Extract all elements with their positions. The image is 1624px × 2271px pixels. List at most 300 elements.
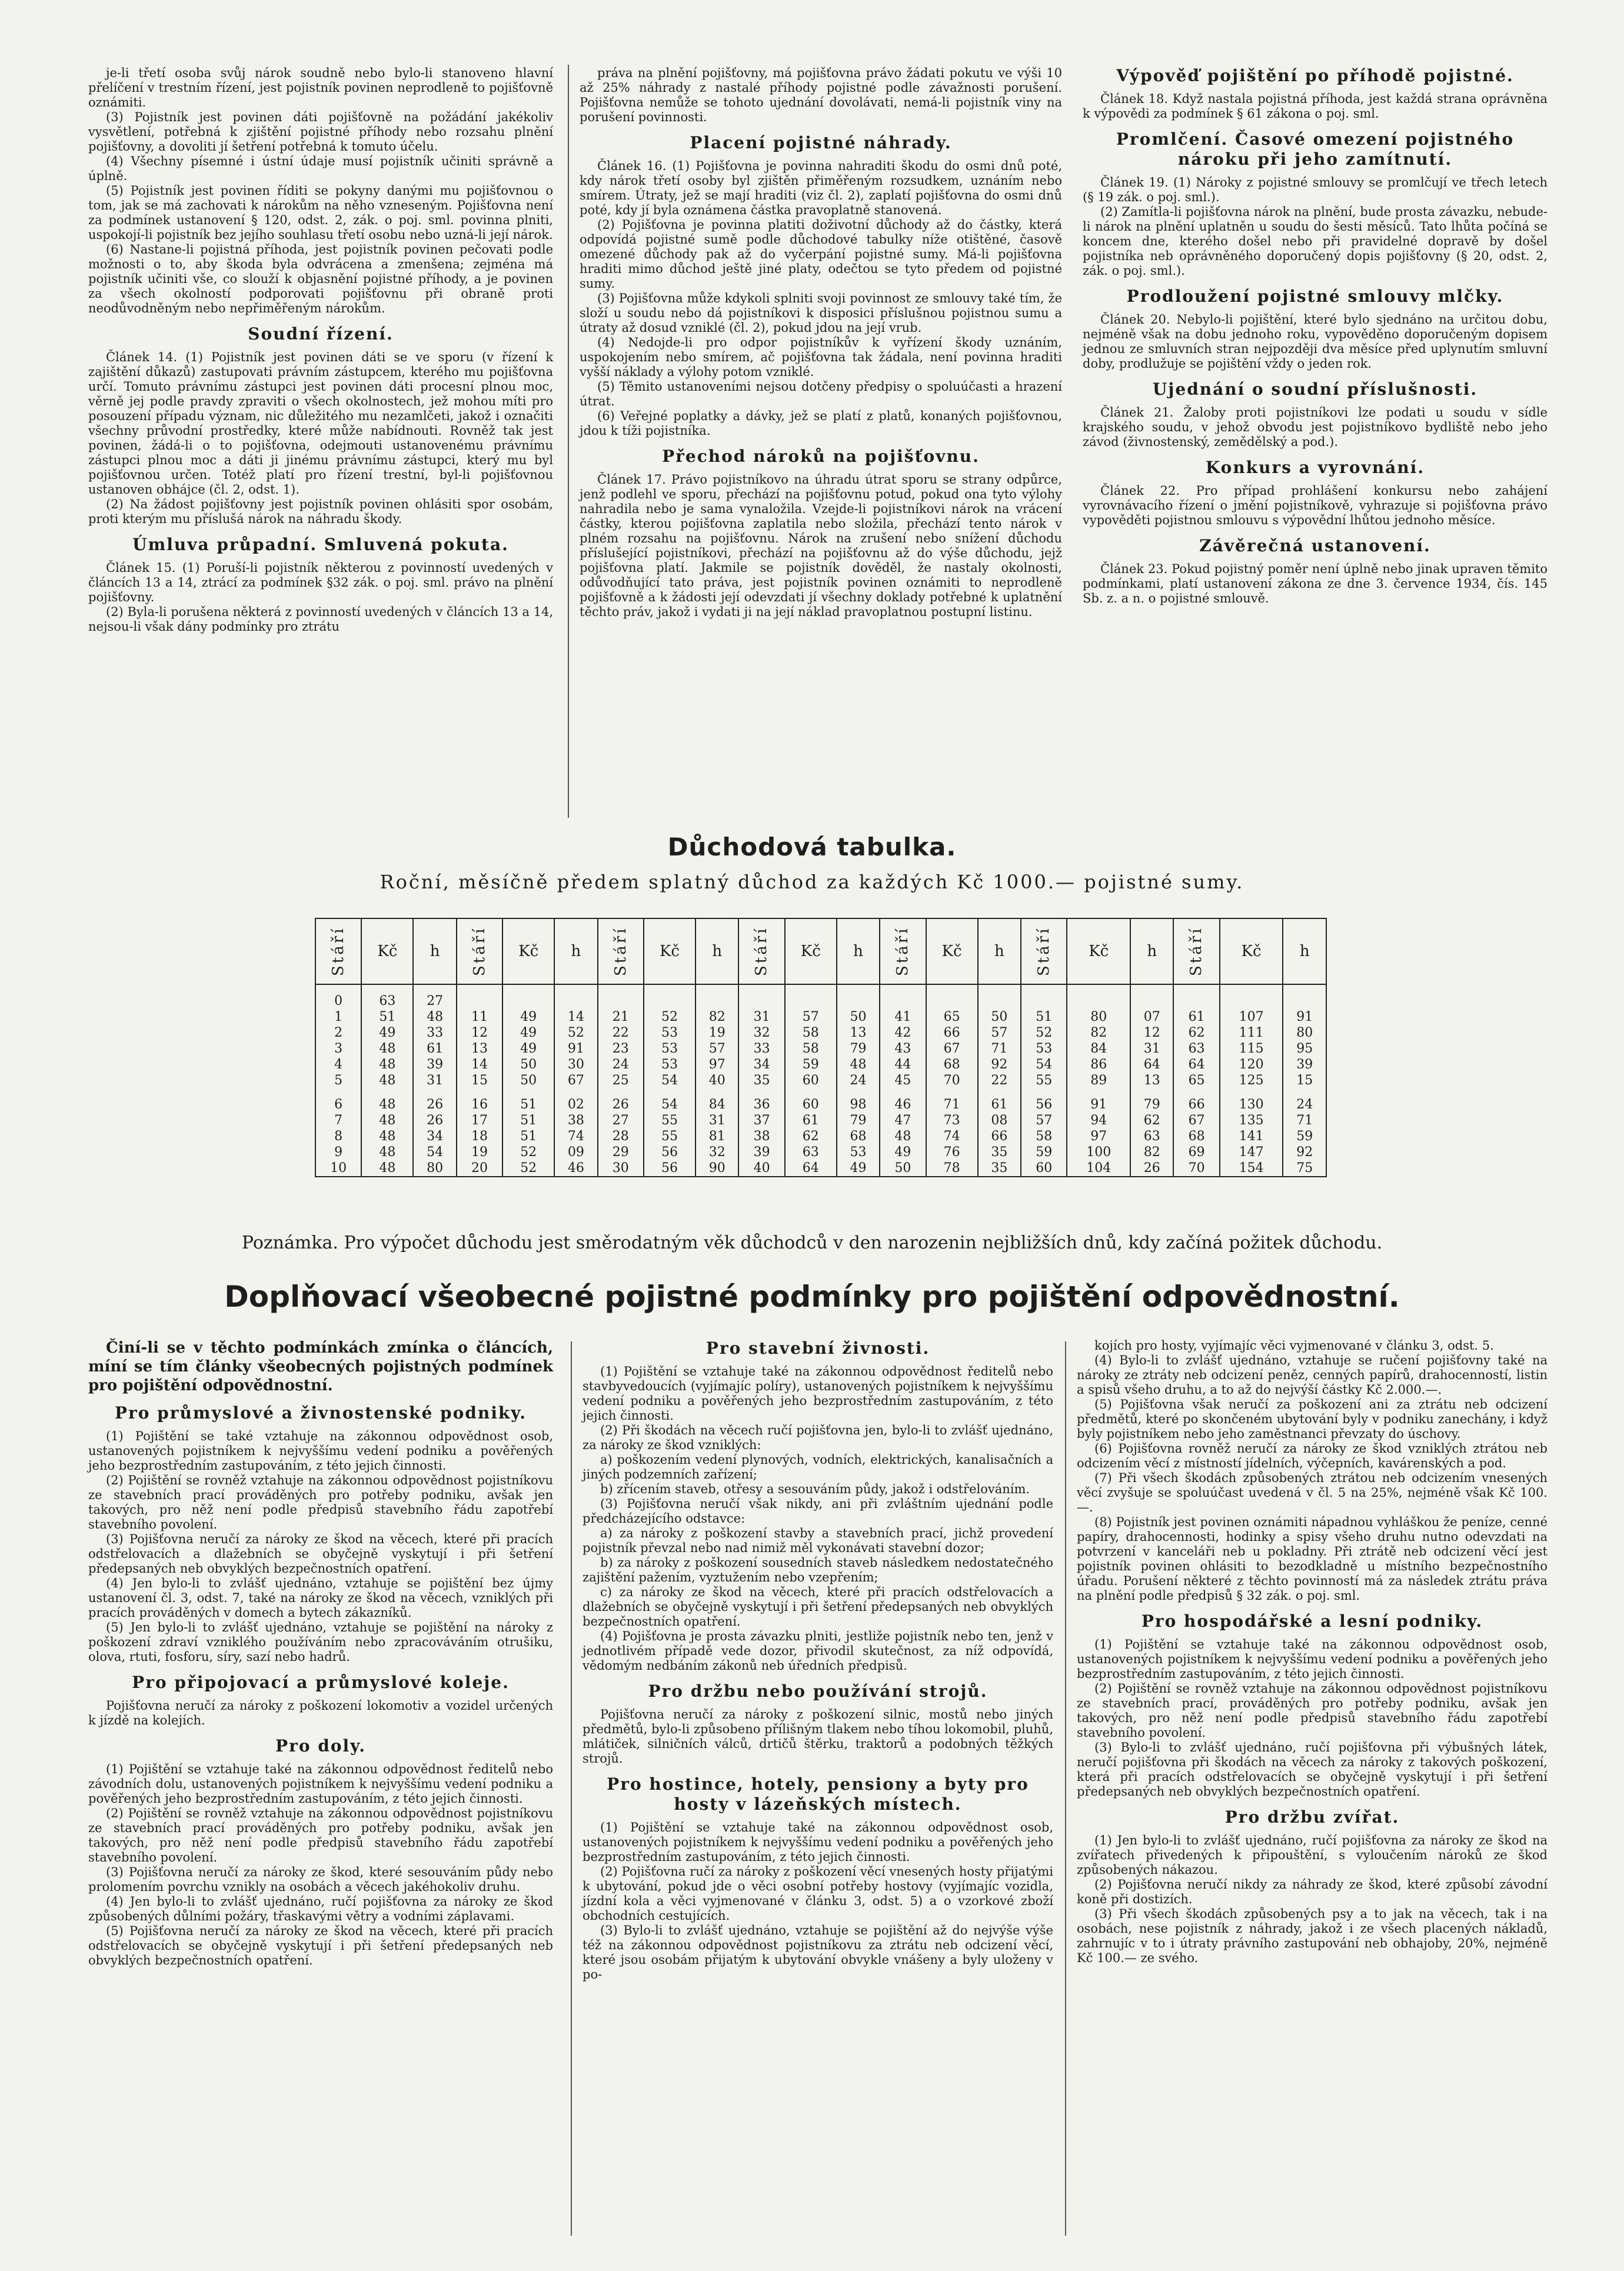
table-cell — [502, 984, 554, 1009]
table-header-cell: h — [413, 918, 456, 984]
table-cell: 62 — [1173, 1025, 1219, 1041]
table-cell: 92 — [978, 1057, 1021, 1073]
table-cell — [1067, 984, 1130, 1009]
table-cell: 78 — [926, 1160, 978, 1177]
table-cell: 56 — [644, 1144, 695, 1160]
paragraph: (6) Veřejné poplatky a dávky, jež se platí z platů, konaných pojišťovnou, jdou k tíži pojistníka. — [580, 409, 1062, 438]
table-cell: 14 — [457, 1057, 502, 1073]
paragraph: (5) Pojišťovna neručí za nároky ze škod na věcech, které při pracích odstřelovacích se obyčejně vyskytují i při šetření předepsaných neb obvyklých bezpečnostních opatření. — [88, 1924, 553, 1967]
table-cell: 6 — [315, 1097, 361, 1113]
table-cell: 100 — [1067, 1144, 1130, 1160]
table-cell: 120 — [1220, 1057, 1283, 1073]
table-cell: 76 — [926, 1144, 978, 1160]
table-cell: 55 — [1021, 1073, 1067, 1088]
table-cell: 64 — [1130, 1057, 1173, 1073]
table-cell: 22 — [598, 1025, 644, 1041]
table-cell: 53 — [644, 1025, 695, 1041]
table-cell: 52 — [554, 1025, 597, 1041]
table-cell: 64 — [785, 1160, 837, 1177]
table-cell: 67 — [926, 1041, 978, 1057]
table-cell: 67 — [1173, 1113, 1219, 1128]
table-cell: 1 — [315, 1009, 361, 1025]
table-cell: 50 — [978, 1009, 1021, 1025]
table-cell: 67 — [554, 1073, 597, 1088]
table-row — [315, 1128, 1326, 1144]
table-cell: 62 — [785, 1128, 837, 1144]
table-cell: 54 — [644, 1073, 695, 1088]
table-cell: 49 — [502, 1041, 554, 1057]
table-cell: 35 — [738, 1073, 784, 1088]
paragraph: Pojišťovna neručí za nároky z poškození silnic, mostů nebo jiných předmětů, bylo-li způsobeno přílišným tlakem nebo tíhou lokomobil, pluhů, mlátiček, silničních válců, drtičů štěrku, traktorů a podobných těžkých strojů. — [583, 1707, 1053, 1766]
table-cell: 30 — [598, 1160, 644, 1177]
table-cell: 7 — [315, 1113, 361, 1128]
paragraph: (1) Pojištění se vztahuje také na zákonnou odpovědnost ředitelů nebo závodních dolu, ustanovených pojistníkem k nejvyššímu vedení podniku a pověřených jeho bezprostředním zastupováním, z této jejich činnosti. — [88, 1762, 553, 1806]
table-cell: 63 — [785, 1144, 837, 1160]
table-cell: 61 — [785, 1113, 837, 1128]
table-cell: 13 — [837, 1025, 880, 1041]
paragraph: Článek 16. (1) Pojišťovna je povinna nahraditi škodu do osmi dnů poté, kdy nárok třetí osoby byl zjištěn přiměřeným rozsudkem, uznáním nebo smírem. Útraty, jež se mají hraditi (viz čl. 2), zaplatí pojišťovna do osmi dnů poté, kdy jí byla oznámena částka pravoplatně stanovená. — [580, 159, 1062, 217]
paragraph: (1) Pojištění se vztahuje také na zákonnou odpovědnost osob, ustanovených pojistníkem k nejvyššímu vedení podniku a pověřených jeho bezprostředním zastupováním, z této jejich činnosti. — [583, 1820, 1053, 1864]
table-cell: 33 — [413, 1025, 456, 1041]
table-cell: 60 — [785, 1073, 837, 1088]
table-cell: 135 — [1220, 1113, 1283, 1128]
table-header-cell: h — [1283, 918, 1326, 984]
table-header-cell: Stáří — [598, 918, 644, 984]
table-header-cell: Kč — [1067, 918, 1130, 984]
table-cell: 92 — [1283, 1144, 1326, 1160]
bottom-column-1 — [88, 1338, 553, 1968]
table-cell: 63 — [1130, 1128, 1173, 1144]
table-cell: 107 — [1220, 1009, 1283, 1025]
table-cell: 57 — [785, 1009, 837, 1025]
table-cell: 23 — [598, 1041, 644, 1057]
table-cell: 61 — [978, 1097, 1021, 1113]
table-cell: 68 — [837, 1128, 880, 1144]
paragraph: (3) Pojišťovna neručí však nikdy, ani při zvláštním ujednání podle předcházejícího odstavce: — [583, 1497, 1053, 1526]
table-cell: 97 — [1067, 1128, 1130, 1144]
table-cell — [598, 984, 644, 1009]
table-cell: 44 — [880, 1057, 926, 1073]
table-cell: 37 — [738, 1113, 784, 1128]
table-cell: 68 — [926, 1057, 978, 1073]
table-cell: 98 — [837, 1097, 880, 1113]
table-cell: 39 — [738, 1144, 784, 1160]
table-row — [315, 984, 1326, 1009]
annuity-table-title: Důchodová tabulka. — [667, 833, 957, 861]
section-heading: Promlčení. Časové omezení pojistného nároku při jeho zamítnutí. — [1116, 129, 1515, 169]
table-cell: 74 — [926, 1128, 978, 1144]
paragraph: (1) Pojištění se vztahuje také na zákonnou odpovědnost osob, ustanovených pojistníkem k nejvyššímu vedení podniku a pověřených jeho bezprostředním zastupováním, z této jejich činnosti. — [1077, 1637, 1548, 1681]
supplementary-conditions-title: Doplňovací všeobecné pojistné podmínky pro pojištění odpovědnostní. — [224, 1280, 1400, 1314]
table-cell: 25 — [598, 1073, 644, 1088]
table-cell: 29 — [598, 1144, 644, 1160]
table-cell: 38 — [738, 1128, 784, 1144]
section-heading: Závěrečná ustanovení. — [1199, 536, 1431, 555]
table-cell: 5 — [315, 1073, 361, 1088]
table-cell: 49 — [880, 1144, 926, 1160]
table-cell: 84 — [1067, 1041, 1130, 1057]
table-cell: 34 — [738, 1057, 784, 1073]
table-cell: 48 — [837, 1057, 880, 1073]
paragraph: Článek 14. (1) Pojistník jest povinen dáti se ve sporu (v řízení k zajištění důkazů) zastupovati právním zástupcem, kterého mu pojišťovna určí. Tomuto právnímu zástupci jest povinen dáti procesní plnou moc, věrně jej podle pravdy zpraviti o všech okolnostech, jež mohou míti pro posouzení případu význam, nic důležitého mu nezamlčeti, jakož i označiti všechny průvodní prostředky, které může nabídnouti. Rovněž tak jest povinen, žádá-li o to pojišťovna, odejmouti ustanovenému právnímu zástupci plnou moc a dáti ji jinému právnímu zástupci, který mu byl pojišťovnou určen. Totéž platí pro řízení trestní, byl-li pojišťovnou ustanoven obhájce (čl. 2, odst. 1). — [88, 350, 553, 497]
table-cell: 13 — [457, 1041, 502, 1057]
table-cell: 40 — [695, 1073, 738, 1088]
table-cell: 59 — [1283, 1128, 1326, 1144]
table-cell — [785, 984, 837, 1009]
table-cell: 52 — [502, 1144, 554, 1160]
section-heading: Výpověď pojištění po příhodě pojistné. — [1116, 66, 1514, 85]
table-cell: 74 — [554, 1128, 597, 1144]
table-header-cell: h — [695, 918, 738, 984]
table-cell: 54 — [1021, 1057, 1067, 1073]
table-cell: 26 — [413, 1113, 456, 1128]
paragraph: Pojišťovna neručí za nároky z poškození lokomotiv a vozidel určených k jízdě na kolejích. — [88, 1699, 553, 1727]
table-cell: 10 — [315, 1160, 361, 1177]
table-cell: 75 — [1283, 1160, 1326, 1177]
table-cell: 41 — [880, 1009, 926, 1025]
table-cell: 49 — [502, 1025, 554, 1041]
table-header-cell: Kč — [926, 918, 978, 984]
table-cell: 48 — [880, 1128, 926, 1144]
table-cell: 130 — [1220, 1097, 1283, 1113]
table-cell: 91 — [554, 1041, 597, 1057]
paragraph: (4) Nedojde-li pro odpor pojistníkův k vyřízení škody uznáním, uspokojením nebo smírem, ač pojišťovna tak žádala, není povinna hraditi vyšší náklady a výlohy potom vzniklé. — [580, 335, 1062, 379]
table-header-cell: h — [978, 918, 1021, 984]
section-heading: Soudní řízení. — [248, 324, 394, 344]
table-cell: 4 — [315, 1057, 361, 1073]
paragraph: c) za nároky ze škod na věcech, které při pracích odstřelovacích a dlažebních se obyčejně vyskytují i při šetření předepsaných neb obvyklých bezpečnostních opatření. — [583, 1585, 1053, 1629]
table-cell: 147 — [1220, 1144, 1283, 1160]
table-cell — [926, 984, 978, 1009]
table-cell: 32 — [738, 1025, 784, 1041]
table-cell: 49 — [837, 1160, 880, 1177]
table-cell: 35 — [978, 1160, 1021, 1177]
table-cell — [880, 984, 926, 1009]
table-cell: 60 — [785, 1097, 837, 1113]
paragraph: (2) Pojištění se rovněž vztahuje na zákonnou odpovědnost pojistníkovu ze stavebních prací prováděných pro potřeby podniku, avšak jen takových, pro něž není podle předpisů stavebního řádu zapotřebí stavebního povolení. — [88, 1806, 553, 1864]
table-cell: 65 — [1173, 1073, 1219, 1088]
table-cell: 94 — [1067, 1113, 1130, 1128]
table-cell: 24 — [1283, 1097, 1326, 1113]
table-cell: 16 — [457, 1097, 502, 1113]
table-cell: 48 — [413, 1009, 456, 1025]
table-cell: 50 — [502, 1057, 554, 1073]
paragraph: Článek 15. (1) Poruší-li pojistník některou z povinností uvedených v článcích 13 a 14, ztrácí za podmínek §32 zák. o poj. sml. právo na plnění pojišťovny. — [88, 561, 553, 604]
paragraph: Článek 21. Žaloby proti pojistníkovi lze podati u soudu v sídle krajského soudu, v jehož obvodu jest pojistníkovo bydliště nebo jeho závod (živnostenský, zemědělský a pod.). — [1083, 405, 1548, 449]
table-cell: 13 — [1130, 1073, 1173, 1088]
paragraph: (6) Pojišťovna rovněž neručí za nároky ze škod vzniklých ztrátou neb odcizením věcí z místností jídelních, výčepních, kavárenských a pod. — [1077, 1441, 1548, 1470]
table-header-cell: Stáří — [738, 918, 784, 984]
table-cell: 07 — [1130, 1009, 1173, 1025]
table-cell — [837, 984, 880, 1009]
table-cell: 24 — [598, 1057, 644, 1073]
table-cell: 63 — [361, 984, 413, 1009]
table-cell: 58 — [785, 1041, 837, 1057]
table-cell: 33 — [738, 1041, 784, 1057]
table-cell: 39 — [1283, 1057, 1326, 1073]
table-cell: 48 — [361, 1128, 413, 1144]
table-cell: 86 — [1067, 1057, 1130, 1073]
table-cell: 53 — [644, 1057, 695, 1073]
paragraph: Článek 22. Pro případ prohlášení konkursu nebo zahájení vyrovnávacího řízení o jmění pojistníkově, vyhrazuje si pojišťovna právo vypověděti pojistnou smlouvu s výpovědní lhůtou jednoho měsíce. — [1083, 484, 1548, 527]
paragraph: (3) Při všech škodách způsobených psy a to jak na věcech, tak i na osobách, nese pojistník z náhrady, jakož i ze všech placených nákladů, zahrnujíc v to i útraty právního zastupování neb obhajoby, 20%, nejméně Kč 100.— ze svého. — [1077, 1907, 1548, 1965]
table-cell: 40 — [738, 1160, 784, 1177]
table-cell: 60 — [1021, 1160, 1067, 1177]
paragraph: Článek 19. (1) Nároky z pojistné smlouvy se promlčují ve třech letech (§ 19 zák. o poj. sml.). — [1083, 175, 1548, 204]
section-heading: Pro hostince, hotely, pensiony a byty pro hosty v lázeňských místech. — [607, 1774, 1029, 1814]
table-cell: 3 — [315, 1041, 361, 1057]
table-header-cell: Kč — [785, 918, 837, 984]
table-cell — [978, 984, 1021, 1009]
table-cell: 35 — [978, 1144, 1021, 1160]
table-cell: 02 — [554, 1097, 597, 1113]
top-column-3 — [1083, 66, 1548, 606]
table-cell: 58 — [1021, 1128, 1067, 1144]
table-cell: 61 — [413, 1041, 456, 1057]
column-divider — [1065, 1341, 1066, 2236]
table-cell — [554, 984, 597, 1009]
section-heading: Pro držbu nebo používání strojů. — [648, 1681, 988, 1701]
table-cell: 111 — [1220, 1025, 1283, 1041]
table-cell: 59 — [785, 1057, 837, 1073]
paragraph: (1) Jen bylo-li to zvlášť ujednáno, ručí pojišťovna za nároky ze škod na zvířatech přivedených k připouštění, s vyloučením nároků ze škod způsobených nákazou. — [1077, 1833, 1548, 1877]
paragraph: (2) Pojišťovna ručí za nároky z poškození věcí vnesených hosty přijatými k ubytování, pokud jde o věci osobní potřeby hostovy (vyjímajíc vozidla, jízdní kola a věci vyjmenované v článku 3, odst. 5) a o vzorkové zboží obchodních cestujících. — [583, 1864, 1053, 1923]
table-cell: 26 — [598, 1097, 644, 1113]
table-cell: 50 — [837, 1009, 880, 1025]
table-cell: 65 — [926, 1009, 978, 1025]
table-header-cell: h — [1130, 918, 1173, 984]
paragraph: (8) Pojistník jest povinen oznámiti nápadnou vyhláškou že peníze, cenné papíry, drahocennosti, hodinky a spisy všeho druhu nutno odevzdati na potvrzení v kanceláři neb u pokladny. Při ztrátě neb odcizení věcí jest pojistník povinen ohlásiti to bezodkladně u místního bezpečnostního úřadu. Porušení některé z těchto povinností má za následek ztrátu práva na plnění podle předpisů § 32 zák. o poj. sml. — [1077, 1515, 1548, 1603]
table-cell — [644, 984, 695, 1009]
table-cell: 57 — [1021, 1113, 1067, 1128]
table-cell: 84 — [695, 1097, 738, 1113]
paragraph: a) za nároky z poškození stavby a stavebních prací, jichž provedení pojistník převzal nebo nad nimiž měl vykonávati stavební dozor; — [583, 1526, 1053, 1555]
table-cell: 68 — [1173, 1128, 1219, 1144]
paragraph: (4) Jen bylo-li to zvlášť ujednáno, vztahuje se pojištění bez újmy ustanovení čl. 3, odst. 7, také na nároky ze škod na věcech, vzniklých při pracích prováděných v domech a bytech zákazníků. — [88, 1576, 553, 1620]
paragraph: (7) Při všech škodách způsobených ztrátou neb odcizením vnesených věcí zvyšuje se spoluúčast uvedená v čl. 5 na 25%, nejméně však Kč 100.—. — [1077, 1471, 1548, 1514]
table-cell: 48 — [361, 1057, 413, 1073]
table-cell: 95 — [1283, 1041, 1326, 1057]
section-heading: Konkurs a vyrovnání. — [1205, 458, 1425, 477]
paragraph: (3) Bylo-li to zvlášť ujednáno, vztahuje se pojištění až do nejvýše výše též na zákonnou odpovědnost pojistníkovu za ztrátu neb odcizení věcí, které jsou osobám přijatým k ubytování obvykle vnášeny a byly uloženy v po- — [583, 1923, 1053, 1982]
table-cell: 26 — [1130, 1160, 1173, 1177]
paragraph: (2) Pojištění se rovněž vztahuje na zákonnou odpovědnost pojistníkovu ze stavebních prací prováděných pro potřeby podniku, avšak jen takových, pro něž není podle předpisů stavebního řádu zapotřebí stavebního povolení. — [88, 1473, 553, 1531]
paragraph: (3) Pojistník jest povinen dáti pojišťovně na požádání jakékoliv vysvětlení, potřebná k zjištění pojistné příhody nebo rozsahu plnění pojišťovny, a dovoliti jí šetření potřebná k tomuto účelu. — [88, 110, 553, 154]
table-cell: 09 — [554, 1144, 597, 1160]
table-cell: 39 — [413, 1057, 456, 1073]
table-cell: 71 — [1283, 1113, 1326, 1128]
table-cell: 51 — [1021, 1009, 1067, 1025]
table-cell: 49 — [361, 1025, 413, 1041]
paragraph: (2) Zamítla-li pojišťovna nárok na plnění, bude prosta závazku, nebude-li nárok na plnění uplatněn u soudu do šesti měsíců. Tato lhůta počíná se koncem dne, kterého došel nebo při pravidelné dopravě by došel pojistníka neb oprávněného doporučený dopis pojišťovny (§ 20, odst. 2, zák. o poj. sml.). — [1083, 205, 1548, 278]
table-header-cell: Stáří — [457, 918, 502, 984]
table-cell: 97 — [695, 1057, 738, 1073]
table-row — [315, 1097, 1326, 1113]
paragraph: (1) Pojištění se vztahuje také na zákonnou odpovědnost ředitelů nebo stavbyvedoucích (vyjímajíc políry), ustanovených pojistníkem k nejvyššímu vedení podniku a pověřených jeho bezprostředním zastupováním, z této jejich činnosti. — [583, 1364, 1053, 1423]
table-header-cell: Stáří — [1173, 918, 1219, 984]
table-row — [315, 1160, 1326, 1177]
table-cell: 89 — [1067, 1073, 1130, 1088]
paragraph: Článek 18. Když nastala pojistná příhoda, jest každá strana oprávněna k výpovědi za podmínek § 61 zákona o poj. sml. — [1083, 92, 1548, 121]
table-cell: 79 — [837, 1113, 880, 1128]
table-row — [315, 1073, 1326, 1088]
paragraph: b) za nároky z poškození sousedních staveb následkem nedostatečného zajištění pažením, vyztužením nebo vzepřením; — [583, 1556, 1053, 1584]
table-cell: 53 — [1021, 1041, 1067, 1057]
table-cell: 50 — [880, 1160, 926, 1177]
table-cell: 9 — [315, 1144, 361, 1160]
top-column-1 — [88, 66, 553, 634]
column-divider — [571, 1341, 572, 2236]
paragraph: (2) Pojišťovna je povinna platiti doživotní důchody až do částky, která odpovídá pojistné sumě podle důchodové tabulky níže otištěné, časově omezené důchody pak až do vyčerpání pojistné sumy. Má-li pojišťovna hraditi mimo důchod ještě jiné platy, odečtou se tyto předem od pojistné sumy. — [580, 218, 1062, 291]
table-cell: 53 — [837, 1144, 880, 1160]
paragraph: (3) Pojišťovna neručí za nároky ze škod na věcech, které při pracích odstřelovacích a dlažebních se obyčejně vyskytují i při šetření předepsaných neb obvyklých bezpečnostních opatření. — [88, 1532, 553, 1576]
table-cell: 154 — [1220, 1160, 1283, 1177]
table-cell: 43 — [880, 1041, 926, 1057]
table-row — [315, 1041, 1326, 1057]
annuity-table — [315, 918, 1327, 1177]
table-cell: 31 — [695, 1113, 738, 1128]
paragraph: (5) Pojišťovna však neručí za poškození ani za ztrátu neb odcizení předmětů, které po skončeném ubytování byly v podniku zanechány, i když byly pojistníkem nebo jeho zaměstnanci převzaty do úschovy. — [1077, 1397, 1548, 1441]
table-cell: 66 — [1173, 1097, 1219, 1113]
table-header-cell: Kč — [502, 918, 554, 984]
table-cell: 36 — [738, 1097, 784, 1113]
table-header-cell: Kč — [361, 918, 413, 984]
table-cell: 69 — [1173, 1144, 1219, 1160]
section-heading: Pro průmyslové a živnostenské podniky. — [114, 1403, 527, 1423]
table-cell: 91 — [1067, 1097, 1130, 1113]
table-cell: 8 — [315, 1128, 361, 1144]
table-cell — [1220, 984, 1283, 1009]
table-cell: 51 — [502, 1113, 554, 1128]
section-heading: Placení pojistné náhrady. — [690, 133, 952, 152]
table-cell: 66 — [926, 1025, 978, 1041]
section-heading: Prodloužení pojistné smlouvy mlčky. — [1126, 287, 1504, 306]
paragraph: (4) Bylo-li to zvlášť ujednáno, vztahuje se ručení pojišťovny také na nároky ze ztráty neb odcizení peněz, cenných papírů, drahocenností, listin a spisů všeho druhu, a to až do nejvýší částky Kč 2.000.—. — [1077, 1353, 1548, 1397]
table-cell: 61 — [1173, 1009, 1219, 1025]
annuity-table-subtitle: Roční, měsíčně předem splatný důchod za každých Kč 1000.— pojistné sumy. — [380, 871, 1244, 893]
table-cell: 55 — [644, 1128, 695, 1144]
table-cell: 63 — [1173, 1041, 1219, 1057]
table-cell: 48 — [361, 1113, 413, 1128]
table-cell: 52 — [644, 1009, 695, 1025]
table-cell: 12 — [457, 1025, 502, 1041]
table-cell: 82 — [695, 1009, 738, 1025]
table-cell: 51 — [502, 1097, 554, 1113]
table-cell: 27 — [413, 984, 456, 1009]
table-cell: 48 — [361, 1144, 413, 1160]
table-cell: 82 — [1067, 1025, 1130, 1041]
table-cell: 2 — [315, 1025, 361, 1041]
paragraph: (2) Byla-li porušena některá z povinností uvedených v článcích 13 a 14, nejsou-li však dány podmínky pro ztrátu — [88, 605, 553, 634]
paragraph: Článek 17. Právo pojistníkovo na úhradu útrat sporu se strany odpůrce, jenž podlehl ve sporu, přechází na pojišťovnu potud, pokud ona tyto výlohy nahradila nebo je sama vynaložila. Vzejde-li pojistníkovi nárok na vrácení částky, kterou pojišťovna zaplatila nebo složila, přechází tento nárok v plném rozsahu na pojišťovnu. Nárok na zrušení nebo snížení důchodu příslušející pojistníkovi, přechází na pojišťovnu až do výše důchodu, jejž pojišťovna platí. Jakmile se pojistník dověděl, že nastaly okolnosti, odůvodňující tato práva, jest pojistník povinen oznámiti to neprodleně pojišťovně a k žádosti její odevzdati jí všechny doklady potřebné k uplatnění těchto práv, jakož i vydati ji na její náklad pravoplatnou postupní listinu. — [580, 472, 1062, 619]
section-heading: Pro doly. — [275, 1736, 366, 1756]
paragraph: (2) Pojišťovna neručí nikdy za náhrady ze škod, které způsobí závodní koně při dostizích. — [1077, 1877, 1548, 1906]
table-row — [315, 1025, 1326, 1041]
table-cell: 59 — [1021, 1144, 1067, 1160]
table-header-cell: Kč — [644, 918, 695, 984]
table-cell: 53 — [644, 1041, 695, 1057]
table-cell: 80 — [1067, 1009, 1130, 1025]
table-cell: 46 — [554, 1160, 597, 1177]
table-cell: 73 — [926, 1113, 978, 1128]
table-cell: 11 — [457, 1009, 502, 1025]
table-cell: 79 — [1130, 1097, 1173, 1113]
table-cell: 79 — [837, 1041, 880, 1057]
paragraph: b) zřícením staveb, otřesy a sesouváním půdy, jakož i odstřelováním. — [600, 1482, 1030, 1496]
paragraph: (5) Pojistník jest povinen říditi se pokyny danými mu pojišťovnou o tom, jak se má zachovati k nárokům na něho vzneseným. Pojišťovna není za podmínek ustanovení § 120, odst. 2, zák. o poj. sml. povinna plniti, uspokojí-li pojistník bez jejího souhlasu třetí osobu nebo uzná-li její nárok. — [88, 184, 553, 242]
table-cell: 52 — [1021, 1025, 1067, 1041]
table-cell: 81 — [695, 1128, 738, 1144]
table-header-cell: h — [837, 918, 880, 984]
table-cell: 48 — [361, 1073, 413, 1088]
table-cell: 58 — [785, 1025, 837, 1041]
table-cell: 31 — [738, 1009, 784, 1025]
table-cell: 17 — [457, 1113, 502, 1128]
section-heading: Pro hospodářské a lesní podniky. — [1141, 1611, 1483, 1631]
table-gap-row — [315, 1088, 1326, 1097]
table-cell: 28 — [598, 1128, 644, 1144]
table-cell: 51 — [361, 1009, 413, 1025]
paragraph: Článek 20. Nebylo-li pojištění, které bylo sjednáno na určitou dobu, nejméně však na dobu jednoho roku, vypověděno doporučeným dopisem jednou ze smluvních stran nejpozději dva měsíce před uplynutím smluvní doby, prodlužuje se pojištění vždy o jeden rok. — [1083, 312, 1548, 371]
intro-paragraph: Činí-li se v těchto podmínkách zmínka o článcích, míní se tím články všeobecných pojistných podmínek pro pojištění odpovědnostní. — [88, 1339, 553, 1394]
table-cell: 20 — [457, 1160, 502, 1177]
table-cell: 64 — [1173, 1057, 1219, 1073]
table-cell: 55 — [644, 1113, 695, 1128]
section-heading: Ujednání o soudní příslušnosti. — [1152, 379, 1478, 399]
paragraph: je-li třetí osoba svůj nárok soudně nebo bylo-li stanoveno hlavní přelíčení v trestním řízení, jest pojistník povinen neprodleně to pojišťovně oznámiti. — [88, 66, 553, 109]
table-cell — [1283, 984, 1326, 1009]
table-cell: 48 — [361, 1160, 413, 1177]
table-cell: 48 — [361, 1097, 413, 1113]
paragraph: a) poškozením vedení plynových, vodních, elektrických, kanalisačních a jiných podzemních zařízení; — [583, 1453, 1053, 1481]
table-row — [315, 1009, 1326, 1025]
paragraph: práva na plnění pojišťovny, má pojišťovna právo žádati pokutu ve výši 10 až 25% náhrady z nastalé příhody pojistné podle závažnosti porušení. Pojišťovna nemůže se tohoto ujednání dovolávati, nemá-li pojistník viny na porušení povinnosti. — [580, 66, 1062, 124]
table-cell: 26 — [413, 1097, 456, 1113]
table-cell: 15 — [1283, 1073, 1326, 1088]
table-cell: 0 — [315, 984, 361, 1009]
table-cell: 80 — [1283, 1025, 1326, 1041]
paragraph: (5) Jen bylo-li to zvlášť ujednáno, vztahuje se pojištění na nároky z poškození zdraví vzniklého používáním nebo zpracováváním otrušiku, olova, rtuti, fosforu, síry, sazí nebo hadrů. — [88, 1620, 553, 1664]
table-cell: 57 — [978, 1025, 1021, 1041]
table-cell: 38 — [554, 1113, 597, 1128]
table-cell — [738, 984, 784, 1009]
table-cell: 125 — [1220, 1073, 1283, 1088]
table-cell: 56 — [1021, 1097, 1067, 1113]
section-heading: Přechod nároků na pojišťovnu. — [662, 447, 980, 466]
table-cell: 27 — [598, 1113, 644, 1128]
table-cell: 104 — [1067, 1160, 1130, 1177]
table-header-cell: Stáří — [1021, 918, 1067, 984]
table-cell: 46 — [880, 1097, 926, 1113]
table-cell: 31 — [413, 1073, 456, 1088]
section-heading: Pro stavební živnosti. — [705, 1338, 930, 1358]
table-cell: 47 — [880, 1113, 926, 1128]
table-cell — [457, 984, 502, 1009]
table-cell: 32 — [695, 1144, 738, 1160]
table-cell: 08 — [978, 1113, 1021, 1128]
section-heading: Pro držbu zvířat. — [1224, 1807, 1400, 1827]
paragraph: (4) Pojišťovna je prosta závazku plniti, jestliže pojistník nebo ten, jenž v jednotlivém případě vede dozor, přivodil skutečnost, za níž odpovídá, vědomým nedbáním zákonů neb úředních předpisů. — [583, 1629, 1053, 1673]
paragraph: kojích pro hosty, vyjímajíc věci vyjmenované v článku 3, odst. 5. — [1094, 1338, 1494, 1353]
section-heading: Úmluva průpadní. Smluvená pokuta. — [132, 535, 509, 554]
table-header-cell: Kč — [1220, 918, 1283, 984]
paragraph: (6) Nastane-li pojistná příhoda, jest pojistník povinen pečovati podle možnosti o to, aby škoda byla odvrácena a zmenšena; zejména má pojistník učiniti vše, co slouží k objasnění pojistné příhody, a je povinen za všech okolností podporovati pojišťovnu při obraně proti neodůvodněným nebo nepřiměřeným nárokům. — [88, 242, 553, 315]
paragraph: (4) Jen bylo-li to zvlášť ujednáno, ručí pojišťovna za nároky ze škod způsobených důlními požáry, třaskavými větry a vodními záplavami. — [88, 1894, 553, 1923]
table-cell: 22 — [978, 1073, 1021, 1088]
table-header-cell: h — [554, 918, 597, 984]
table-cell: 82 — [1130, 1144, 1173, 1160]
table-row — [315, 1057, 1326, 1073]
